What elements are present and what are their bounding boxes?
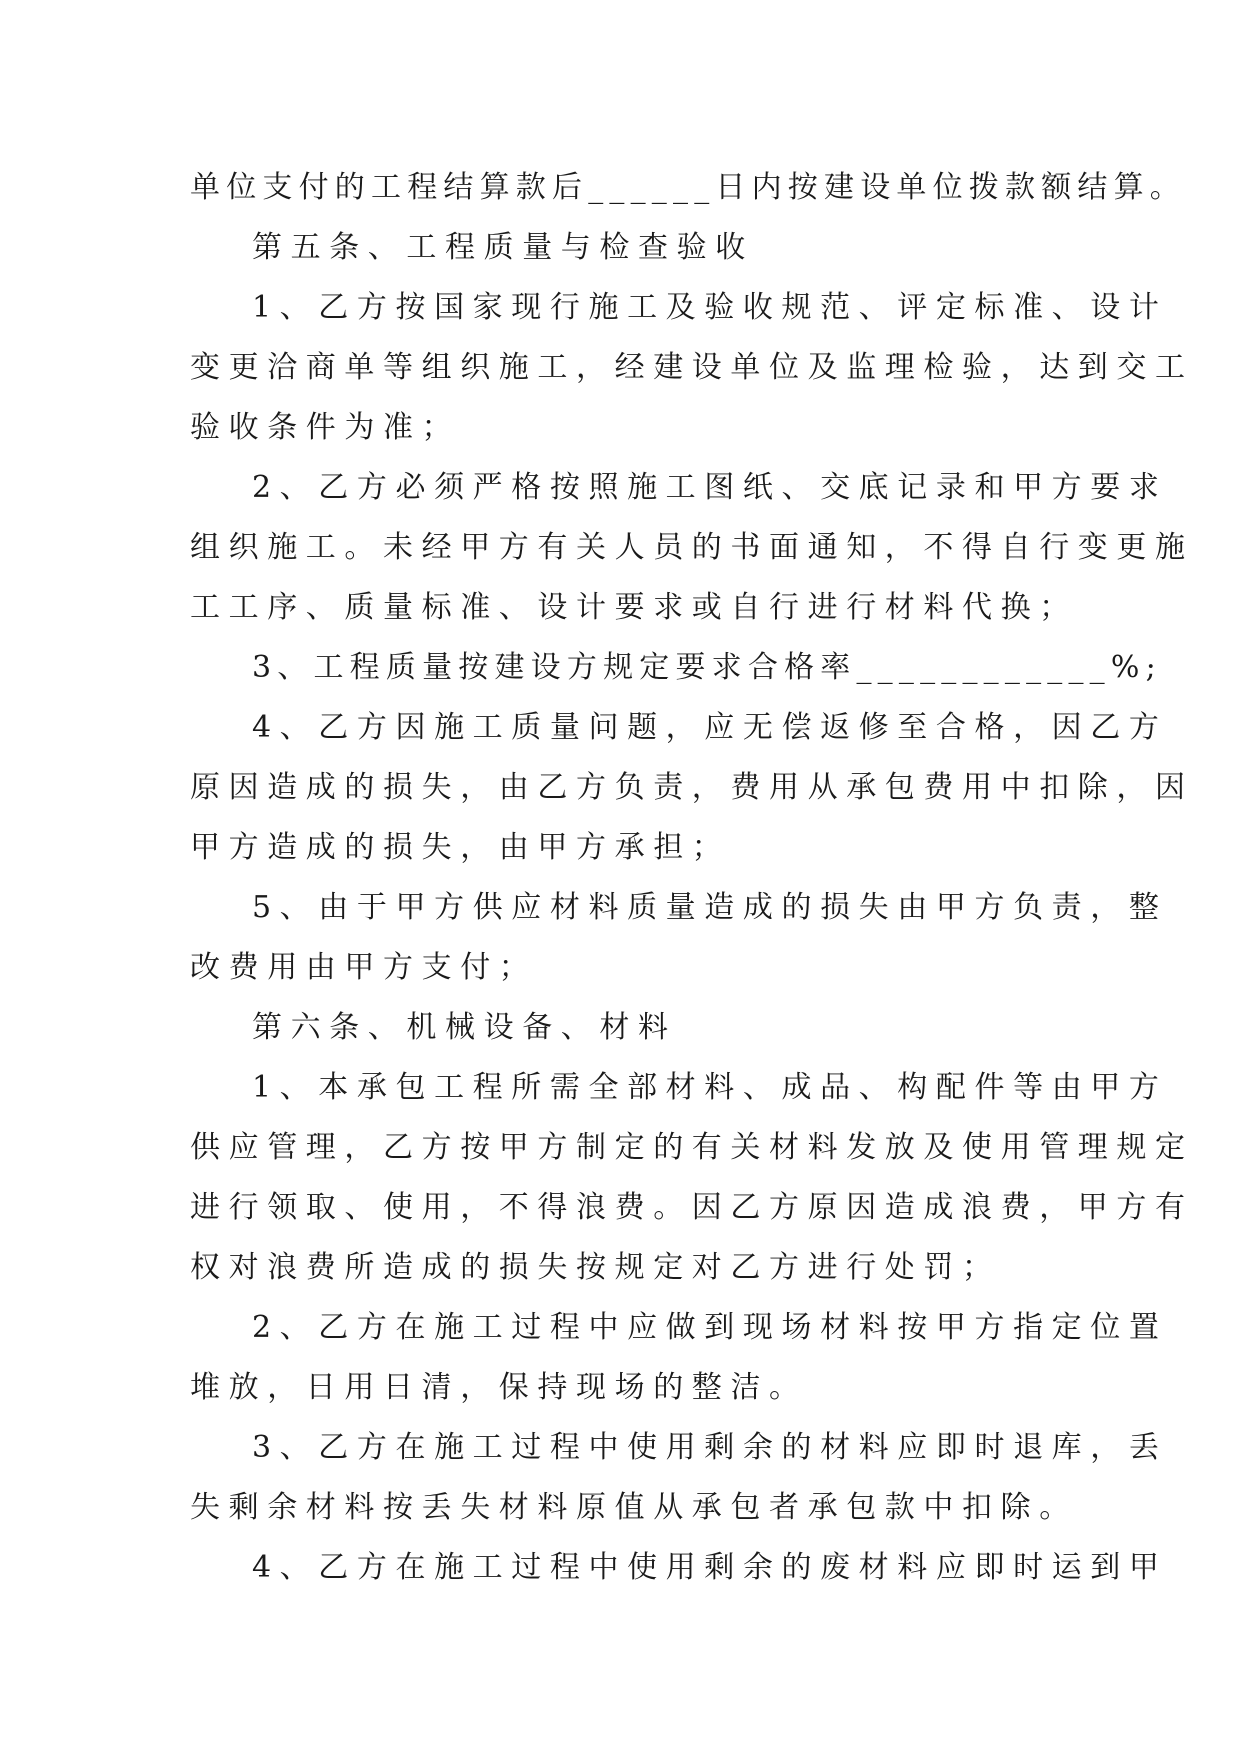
text-line: 2、乙方在施工过程中应做到现场材料按甲方指定位置	[252, 1310, 1168, 1345]
text-line: 原因造成的损失，由乙方负责，费用从承包费用中扣除，因	[190, 770, 1194, 805]
text-line: 1、乙方按国家现行施工及验收规范、评定标准、设计	[252, 290, 1168, 325]
text-line: 3、工程质量按建设方规定要求合格率____________%;	[252, 650, 1162, 685]
text-line: 4、乙方因施工质量问题，应无偿返修至合格，因乙方	[252, 710, 1168, 745]
document-body	[190, 158, 1194, 1598]
text-line: 单位支付的工程结算款后______日内按建设单位拨款额结算。	[190, 170, 1186, 205]
text-line: 变更洽商单等组织施工，经建设单位及监理检验，达到交工	[190, 350, 1194, 385]
text-line: 失剩余材料按丢失材料原值从承包者承包款中扣除。	[190, 1490, 1078, 1525]
text-line: 堆放，日用日清，保持现场的整洁。	[190, 1370, 808, 1405]
text-line: 供应管理，乙方按甲方制定的有关材料发放及使用管理规定	[190, 1130, 1194, 1165]
text-line: 甲方造成的损失，由甲方承担；	[190, 830, 731, 865]
section-heading: 第六条、机械设备、材料	[252, 1010, 677, 1045]
text-line: 进行领取、使用，不得浪费。因乙方原因造成浪费，甲方有	[190, 1190, 1194, 1225]
text-line: 3、乙方在施工过程中使用剩余的材料应即时退库，丢	[252, 1430, 1168, 1465]
text-line: 1、本承包工程所需全部材料、成品、构配件等由甲方	[252, 1070, 1168, 1105]
section-heading: 第五条、工程质量与检查验收	[252, 230, 754, 265]
text-line: 2、乙方必须严格按照施工图纸、交底记录和甲方要求	[252, 470, 1168, 505]
text-line: 组织施工。未经甲方有关人员的书面通知，不得自行变更施	[190, 530, 1194, 565]
text-line: 改费用由甲方支付；	[190, 950, 538, 985]
text-line: 验收条件为准；	[190, 410, 461, 445]
text-line: 4、乙方在施工过程中使用剩余的废材料应即时运到甲	[252, 1550, 1168, 1585]
text-line: 5、由于甲方供应材料质量造成的损失由甲方负责，整	[252, 890, 1168, 925]
text-line: 权对浪费所造成的损失按规定对乙方进行处罚；	[190, 1250, 1001, 1285]
text-line: 工工序、质量标准、设计要求或自行进行材料代换；	[190, 590, 1078, 625]
